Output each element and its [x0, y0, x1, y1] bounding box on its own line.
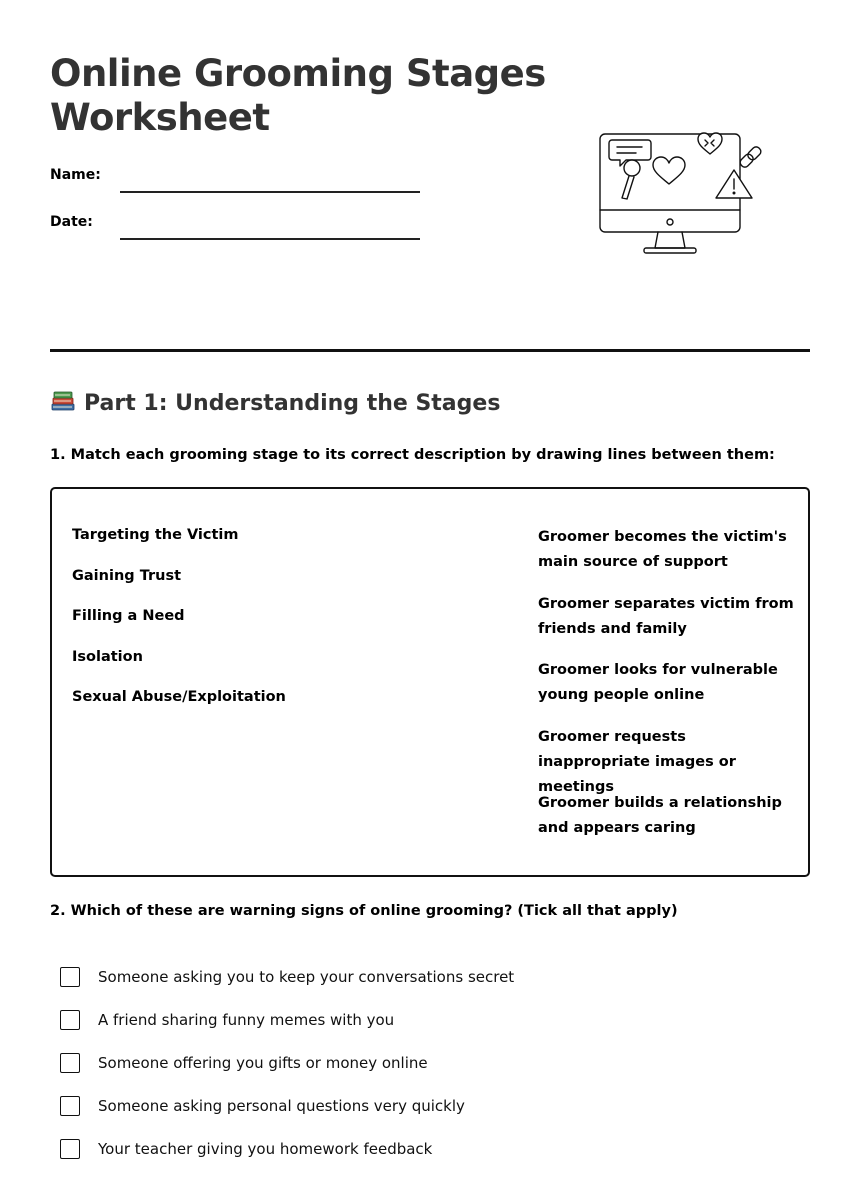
checkbox[interactable]	[60, 967, 80, 987]
description-item[interactable]: Groomer requests inappropriate images or meetings	[538, 728, 736, 795]
name-field[interactable]	[50, 165, 430, 195]
date-label: Date:	[50, 214, 93, 230]
stage-item[interactable]: Gaining Trust	[72, 567, 182, 584]
books-icon	[50, 388, 76, 414]
checkbox[interactable]	[60, 1096, 80, 1116]
checklist-label: Someone offering you gifts or money online	[98, 1054, 428, 1072]
stage-item[interactable]: Targeting the Victim	[72, 527, 239, 543]
worksheet-title: Online Grooming Stages Worksheet	[50, 52, 546, 139]
checklist-label: Someone asking you to keep your conversations secret	[98, 968, 515, 986]
checklist-label: A friend sharing funny memes with you	[98, 1011, 395, 1029]
question-1: 1. Match each grooming stage to its correct description by drawing lines between them:	[50, 447, 775, 463]
description-list	[538, 525, 798, 858]
name-line[interactable]	[120, 191, 420, 193]
stage-item[interactable]: Sexual Abuse/Exploitation	[72, 689, 286, 705]
description-item[interactable]: Groomer separates victim from friends and family	[538, 595, 794, 637]
description-item[interactable]: Groomer looks for vulnerable young people online	[538, 662, 778, 703]
part1-heading	[50, 388, 500, 419]
checkbox[interactable]	[60, 1010, 80, 1030]
name-label: Name:	[50, 167, 101, 183]
checklist-label: Your teacher giving you homework feedback	[98, 1140, 433, 1158]
description-item[interactable]: Groomer becomes the victim's main source of support	[538, 529, 787, 570]
checkbox[interactable]	[60, 1139, 80, 1159]
date-line[interactable]	[120, 238, 420, 240]
checkbox[interactable]	[60, 1053, 80, 1073]
checklist-label: Someone asking personal questions very quickly	[98, 1097, 465, 1115]
stage-item[interactable]: Isolation	[72, 648, 143, 665]
description-item[interactable]: Groomer builds a relationship and appears caring	[538, 795, 782, 836]
question-2: 2. Which of these are warning signs of online grooming? (Tick all that apply)	[50, 903, 678, 919]
part1-title: Part 1: Understanding the Stages	[84, 391, 501, 416]
matching-box	[50, 487, 810, 877]
stage-item[interactable]: Filling a Need	[72, 608, 185, 624]
stage-list	[72, 525, 286, 728]
date-field[interactable]	[50, 212, 430, 242]
section-divider	[50, 349, 810, 352]
computer-safety-illustration-icon	[592, 128, 767, 260]
